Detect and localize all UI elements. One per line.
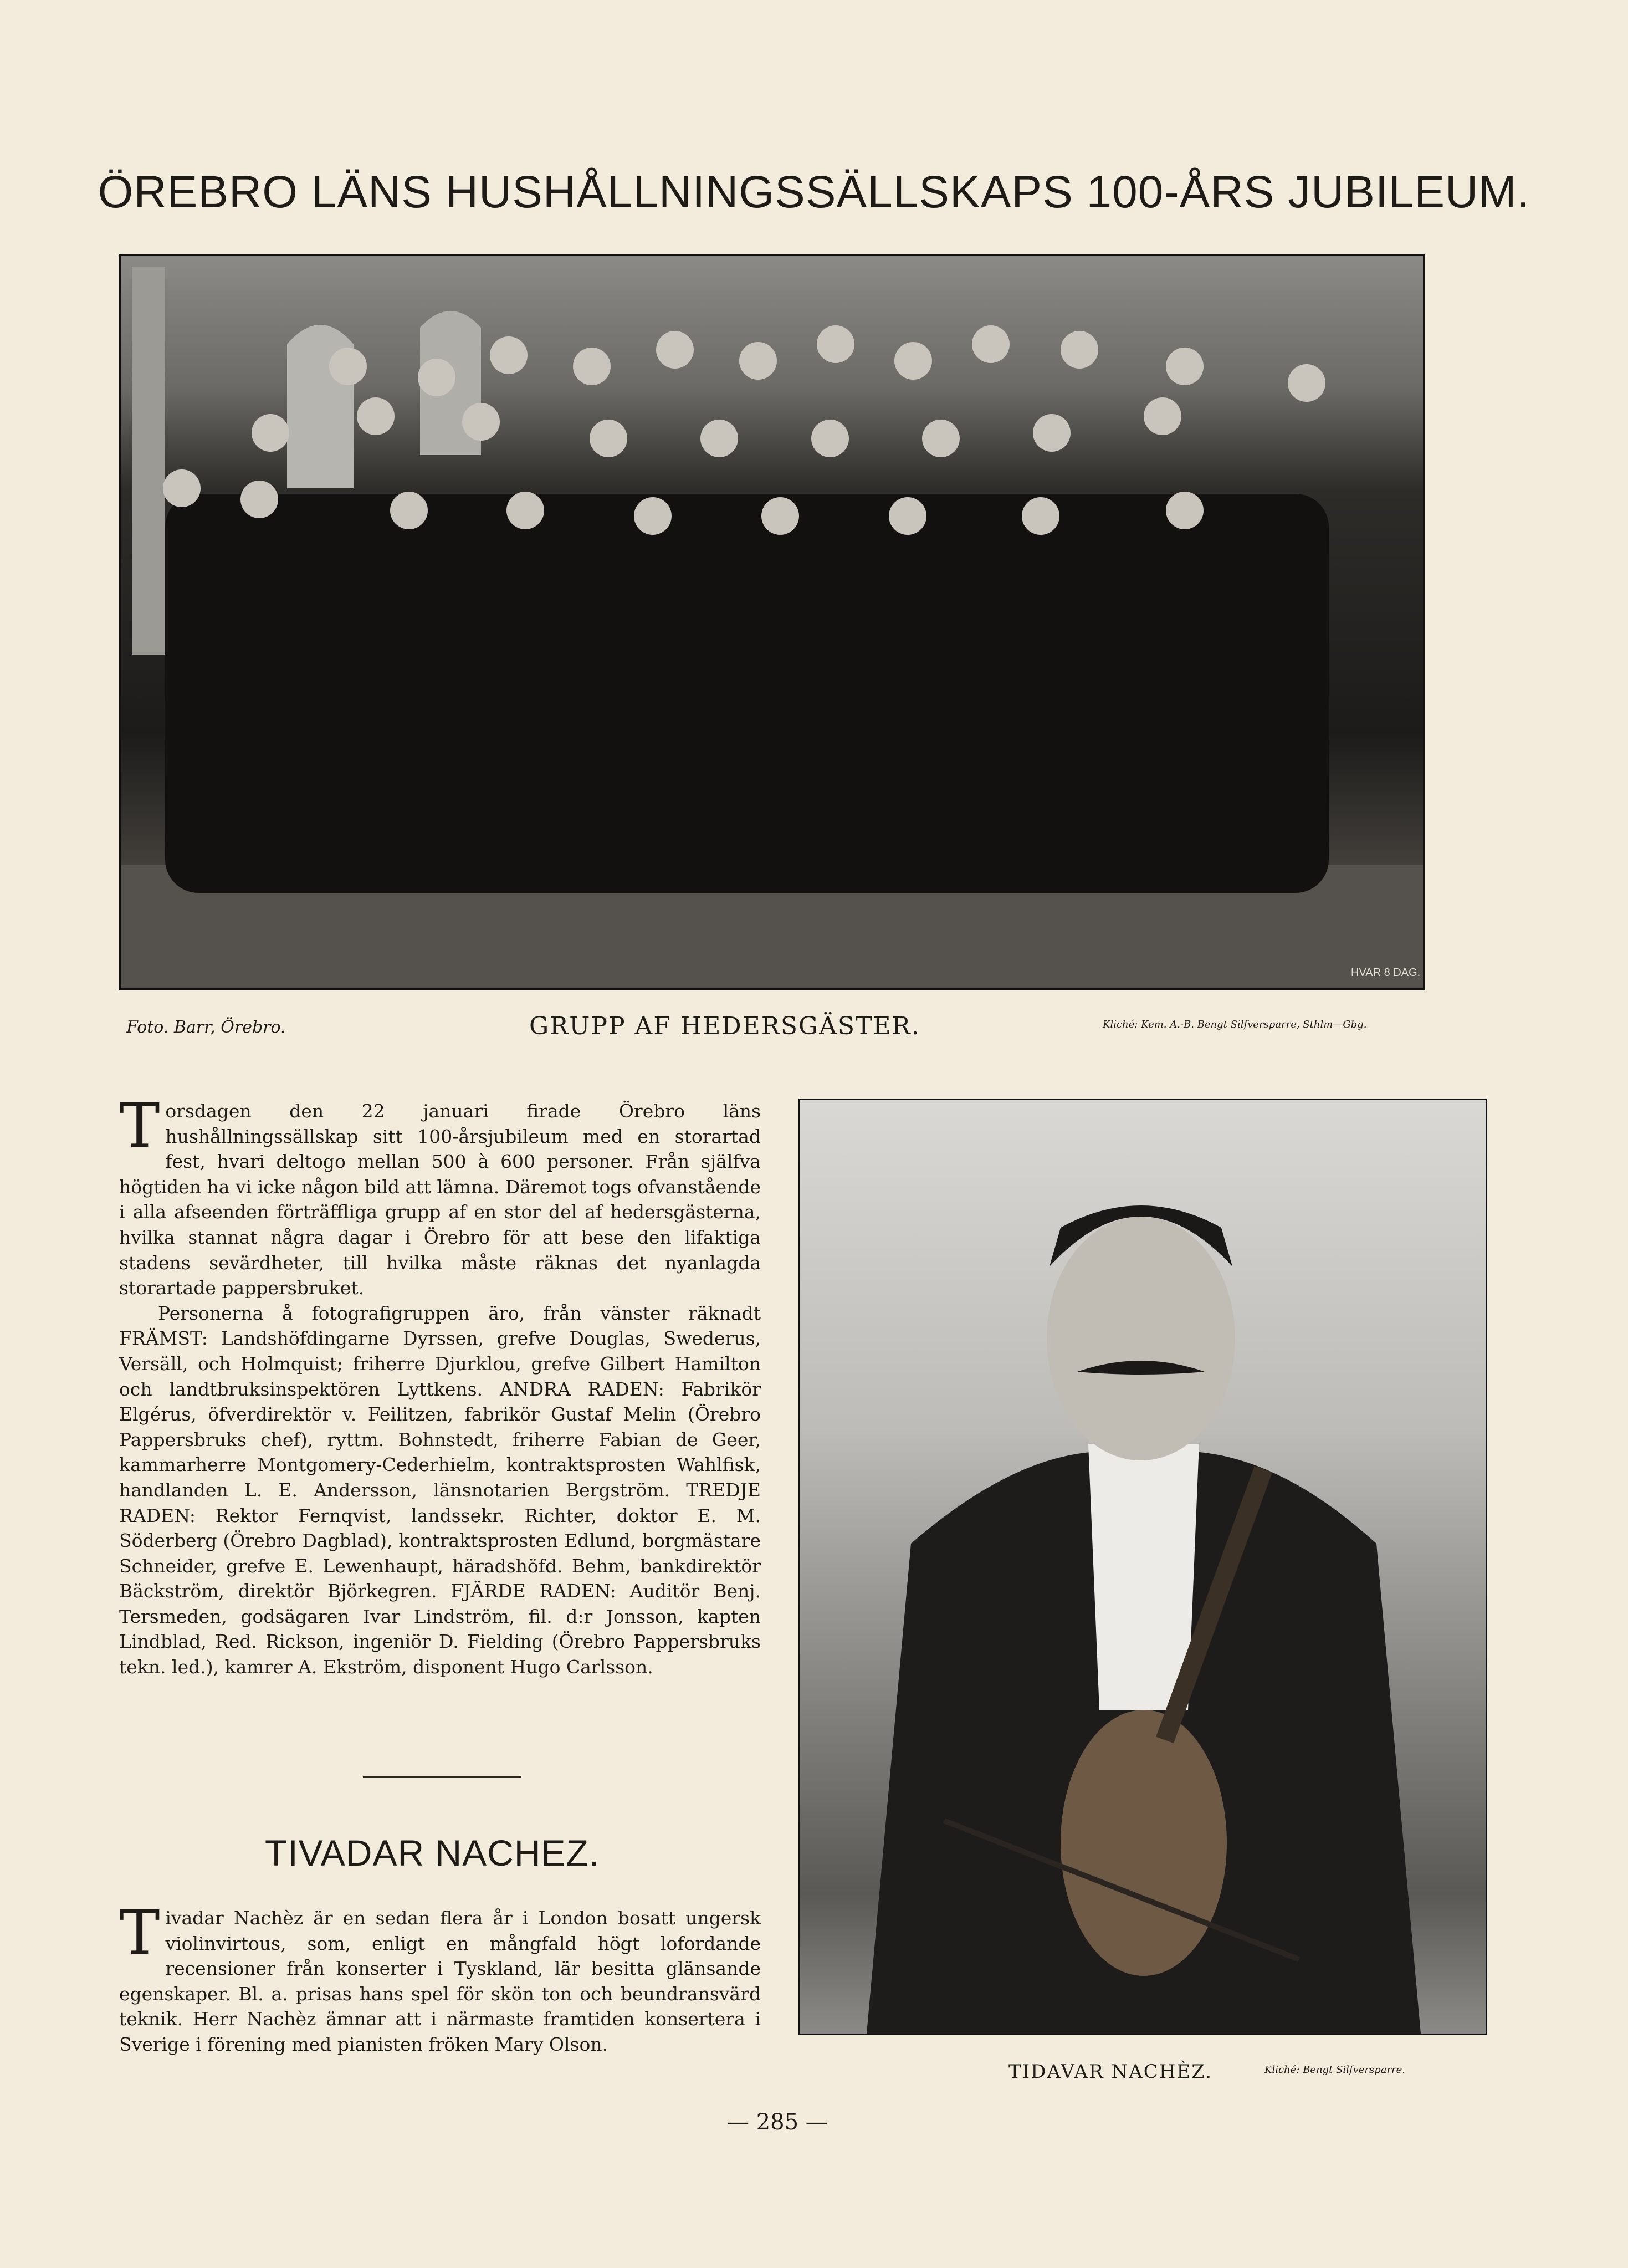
dropcap: T — [119, 1897, 160, 1968]
article-paragraph: Tivadar Nachèz är en sedan flera år i London bosatt ungersk violinvirtous, som, enligt en mångfald högt lofordande recensioner från konserter i Tyskland, lär besitta glänsande egenskaper. Bl. a. prisas hans spel för skön ton och beundransvärd teknik. Herr Nachèz ämnar att i närmaste framtiden konsertera i Sverige i förening med pianisten fröken Mary Olson. — [119, 1897, 761, 2055]
photo-watermark: HVAR 8 DAG. — [1351, 967, 1421, 979]
portrait-illustration — [800, 1100, 1486, 2034]
photo-credit: Foto. Barr, Örebro. — [126, 1018, 286, 1037]
page-number: — 285 — — [727, 2109, 828, 2135]
nachez-article — [119, 1897, 761, 2057]
jubileum-article — [119, 1090, 761, 1680]
dropcap: T — [119, 1090, 160, 1161]
article-paragraph: Torsdagen den 22 januari firade Örebro läns hushållningssällskap sitt 100-årsjubileum med en storartad fest, hvari deltogo mellan 500 à 600 personer. Från själfva högtiden ha vi icke någon bild att lämna. Däremot togs ofvanstående i alla afseenden förträffliga grupp af en stor del af hedersgästerna, hvilka stannat några dagar i Örebro för att bese den lifaktiga stadens sevärdheter, till hvilka måste räknas det nyanlagda storartade pappersbruket. — [119, 1090, 761, 1299]
article-paragraph: Personerna å fotografigruppen äro, från vänster räknadt FRÄMST: Landshöfdingarne Dyrssen, grefve Douglas, Swederus, Versäll, och Holmquist; friherre Djurklou, grefve Gilbert Hamilton och landtbruksinspektören Lyttkens. ANDRA RADEN: Fabrikör Elgérus, öfverdirektör v. Feilitzen, fabrikör Gustaf Melin (Örebro Pappersbruks chef), ryttm. Bohnstedt, friherre Fabian de Geer, kammarherre Montgomery-Cederhielm, kontraktsprosten Wahlfisk, handlanden L. E. Andersson, länsnotarien Bergström. TREDJE RADEN: Rektor Fernqvist, landssekr. Richter, doktor E. M. Söderberg (Örebro Dagblad), kontraktsprosten Edlund, borgmästare Schneider, grefve E. Lewenhaupt, häradshöfd. Behm, bankdirektör Bäckström, direktör Björkegren. FJÄRDE RADEN: Auditör Benj. Tersmeden, godsägaren Ivar Lindström, fil. d:r Jonsson, kapten Lindblad, Red. Rickson, ingeniör D. Fielding (Örebro Pappersbruks tekn. led.), kamrer A. Ekström, disponent Hugo Carlsson. — [119, 1302, 761, 1678]
section-divider — [363, 1776, 521, 1778]
page-title: ÖREBRO LÄNS HUSHÅLLNINGSSÄLLSKAPS 100-ÅRS JUBILEUM. — [98, 167, 1530, 217]
portrait-caption: TIDAVAR NACHÈZ. — [1008, 2061, 1213, 2083]
group-photo-caption: GRUPP AF HEDERSGÄSTER. — [529, 1012, 920, 1040]
section-heading: TIVADAR NACHEZ. — [265, 1832, 600, 1873]
group-photo-illustration — [121, 256, 1423, 988]
group-photo — [119, 254, 1425, 990]
portrait-photo — [798, 1099, 1487, 2035]
portrait-engraver-credit: Kliché: Bengt Silfversparre. — [1264, 2064, 1406, 2076]
engraver-credit: Kliché: Kem. A.-B. Bengt Silfversparre, Sthlm—Gbg. — [1103, 1019, 1367, 1030]
